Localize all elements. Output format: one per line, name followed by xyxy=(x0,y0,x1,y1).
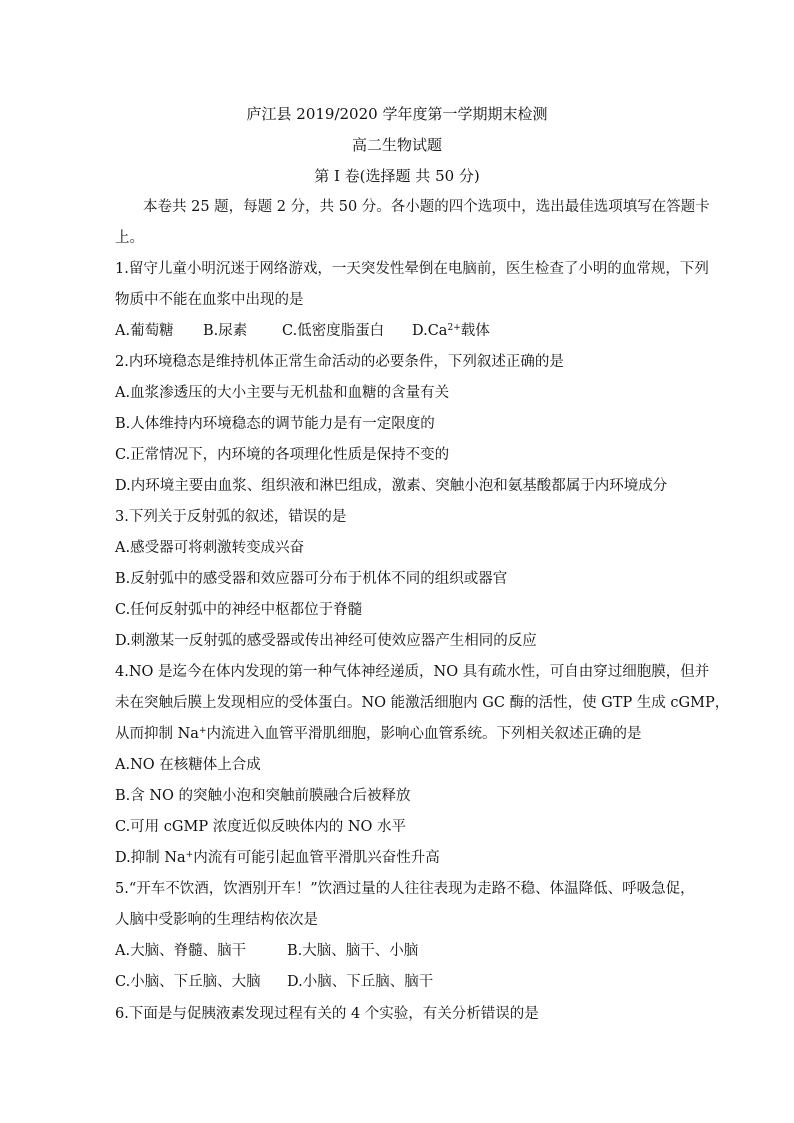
q4-stem-line-3-suffix: 内流进入血管平滑肌细胞，影响心血管系统。下列相关叙述正确的是 xyxy=(206,726,642,742)
intro-line-1: 本卷共 25 题，每题 2 分，共 50 分。各小题的四个选项中，选出最佳选项填写在答题卡 xyxy=(143,199,710,215)
section-heading: 第 I 卷(选择题 共 50 分) xyxy=(314,167,480,185)
q1-option-a: A.葡萄糖 xyxy=(115,323,174,339)
intro-line-2: 上。 xyxy=(115,230,144,246)
q4-stem-line-3-superscript: + xyxy=(198,726,207,736)
q3-option-d: D.刺激某一反射弧的感受器或传出神经可使效应器产生相同的反应 xyxy=(115,633,537,649)
q5-option-c: C.小脑、下丘脑、大脑 xyxy=(115,974,261,990)
q1-stem-line-2: 物质中不能在血浆中出现的是 xyxy=(115,292,304,308)
q1-options xyxy=(115,321,490,341)
q1-option-d-suffix: 载体 xyxy=(460,323,490,339)
q2-option-c: C.正常情况下，内环境的各项理化性质是保持不变的 xyxy=(115,447,450,463)
q5-stem-line-2: 人脑中受影响的生理结构依次是 xyxy=(115,912,318,928)
q1-option-d-text: D.Ca xyxy=(412,323,448,339)
q1-option-b: B.尿素 xyxy=(203,323,248,339)
q1-option-d-superscript: 2+ xyxy=(447,323,461,333)
q3-stem: 3.下列关于反射弧的叙述，错误的是 xyxy=(115,509,347,525)
q4-option-d xyxy=(115,848,440,868)
q5-options-row-1 xyxy=(115,941,418,961)
q5-option-b: B.大脑、脑干、小脑 xyxy=(287,943,419,959)
q1-option-d xyxy=(412,321,490,341)
q4-stem-line-3 xyxy=(115,724,642,744)
q4-option-d-superscript: + xyxy=(185,850,194,860)
q3-option-c: C.任何反射弧中的神经中枢都位于脊髓 xyxy=(115,602,363,618)
q4-stem-line-3-prefix: 从而抑制 Na xyxy=(115,726,199,742)
q5-stem-line-1: 5.“开车不饮酒，饮酒别开车！”饮酒过量的人往往表现为走路不稳、体温降低、呼吸急促， xyxy=(115,881,695,897)
q2-stem: 2.内环境稳态是维持机体正常生命活动的必要条件，下列叙述正确的是 xyxy=(115,354,564,370)
q4-option-d-suffix: 内流有可能引起血管平滑肌兴奋性升高 xyxy=(193,850,440,866)
q4-option-a: A.NO 在核糖体上合成 xyxy=(115,757,261,773)
q4-option-d-prefix: D.抑制 Na xyxy=(115,850,186,866)
q2-option-b: B.人体维持内环境稳态的调节能力是有一定限度的 xyxy=(115,416,435,432)
q5-option-a: A.大脑、脊髓、脑干 xyxy=(115,943,247,959)
q1-stem-line-1: 1.留守儿童小明沉迷于网络游戏，一天突发性晕倒在电脑前，医生检查了小明的血常规，下列 xyxy=(115,261,709,277)
q5-options-row-2 xyxy=(115,972,433,992)
q3-option-a: A.感受器可将刺激转变成兴奋 xyxy=(115,540,305,556)
exam-subtitle: 高二生物试题 xyxy=(351,136,442,154)
q4-stem-line-1: 4.NO 是迄今在体内发现的第一种气体神经递质，NO 具有疏水性，可自由穿过细胞膜，但并 xyxy=(115,664,710,680)
q6-stem: 6.下面是与促胰液素发现过程有关的 4 个实验，有关分析错误的是 xyxy=(115,1006,539,1022)
exam-title: 庐江县 2019/2020 学年度第一学期期末检测 xyxy=(246,105,548,123)
q3-option-b: B.反射弧中的感受器和效应器可分布于机体不同的组织或器官 xyxy=(115,571,508,587)
q4-stem-line-2: 未在突触后膜上发现相应的受体蛋白。NO 能激活细胞内 GC 酶的活性，使 GTP 生成 cGMP， xyxy=(115,695,730,711)
q5-option-d: D.小脑、下丘脑、脑干 xyxy=(287,974,434,990)
q2-option-a: A.血浆渗透压的大小主要与无机盐和血糖的含量有关 xyxy=(115,385,450,401)
q4-option-c: C.可用 cGMP 浓度近似反映体内的 NO 水平 xyxy=(115,819,407,835)
q1-option-c: C.低密度脂蛋白 xyxy=(282,323,385,339)
q2-option-d: D.内环境主要由血浆、组织液和淋巴组成，激素、突触小泡和氨基酸都属于内环境成分 xyxy=(115,478,668,494)
q4-option-b: B.含 NO 的突触小泡和突触前膜融合后被释放 xyxy=(115,788,411,804)
